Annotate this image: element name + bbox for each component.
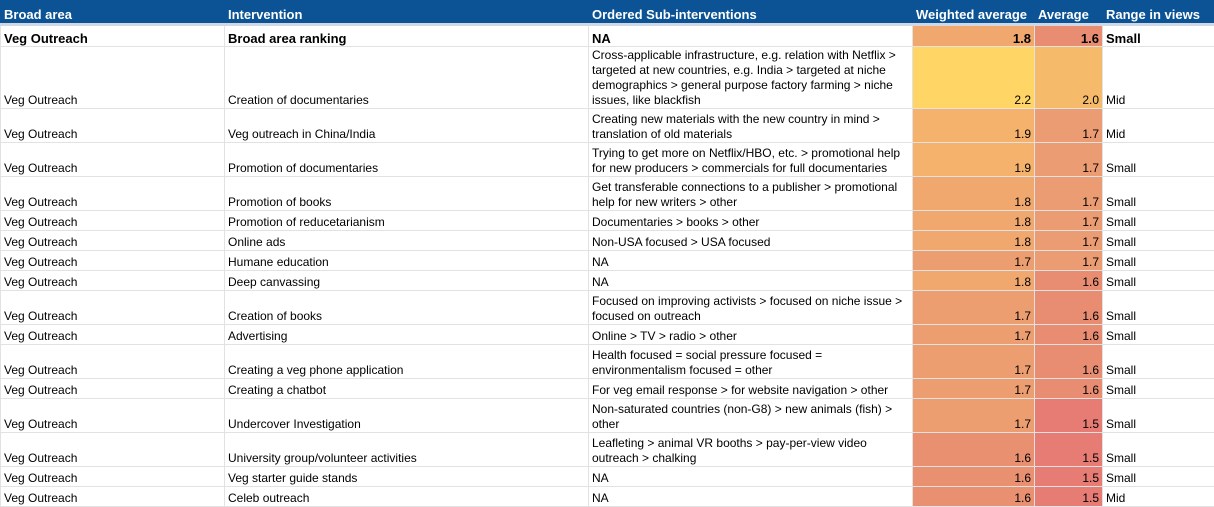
cell-weighted-average[interactable]: 1.6 — [913, 433, 1035, 467]
cell-range[interactable]: Mid — [1103, 109, 1214, 143]
cell-broad-area[interactable]: Veg Outreach — [1, 433, 225, 467]
cell-intervention[interactable]: Promotion of reducetarianism — [225, 211, 589, 231]
table-row — [1, 231, 1214, 251]
table-row — [1, 345, 1214, 379]
cell-intervention[interactable]: Veg starter guide stands — [225, 467, 589, 487]
cell-intervention[interactable]: Creation of documentaries — [225, 47, 589, 109]
cell-intervention[interactable]: Creating a veg phone application — [225, 345, 589, 379]
column-header[interactable]: Weighted average — [913, 1, 1035, 23]
cell-weighted-average[interactable]: 1.7 — [913, 399, 1035, 433]
cell-weighted-average[interactable]: 1.6 — [913, 467, 1035, 487]
cell-intervention[interactable]: Undercover Investigation — [225, 399, 589, 433]
cell-average[interactable]: 1.7 — [1035, 177, 1103, 211]
cell-intervention[interactable]: Advertising — [225, 325, 589, 345]
cell-intervention[interactable]: Celeb outreach — [225, 487, 589, 507]
cell-sub-interventions[interactable]: For veg email response > for website navigation > other — [589, 379, 913, 399]
cell-weighted-average[interactable]: 1.9 — [913, 143, 1035, 177]
cell-range[interactable]: Small — [1103, 26, 1214, 47]
cell-average[interactable]: 1.5 — [1035, 467, 1103, 487]
cell-broad-area[interactable]: Veg Outreach — [1, 399, 225, 433]
cell-average[interactable]: 1.6 — [1035, 291, 1103, 325]
table-row — [1, 325, 1214, 345]
cell-sub-interventions[interactable]: Documentaries > books > other — [589, 211, 913, 231]
table-row — [1, 109, 1214, 143]
cell-average[interactable]: 1.7 — [1035, 109, 1103, 143]
cell-average[interactable]: 1.7 — [1035, 231, 1103, 251]
cell-range[interactable]: Mid — [1103, 487, 1214, 507]
cell-sub-interventions[interactable]: Leafleting > animal VR booths > pay-per-view video outreach > chalking — [589, 433, 913, 467]
cell-broad-area[interactable]: Veg Outreach — [1, 251, 225, 271]
cell-average[interactable]: 1.7 — [1035, 211, 1103, 231]
cell-range[interactable]: Small — [1103, 143, 1214, 177]
cell-weighted-average[interactable]: 1.8 — [913, 271, 1035, 291]
cell-broad-area[interactable]: Veg Outreach — [1, 26, 225, 47]
cell-broad-area[interactable]: Veg Outreach — [1, 143, 225, 177]
cell-sub-interventions[interactable]: NA — [589, 467, 913, 487]
column-header[interactable]: Intervention — [225, 1, 589, 23]
cell-range[interactable]: Small — [1103, 177, 1214, 211]
header-row — [1, 1, 1214, 23]
cell-broad-area[interactable]: Veg Outreach — [1, 109, 225, 143]
cell-sub-interventions[interactable]: Non-USA focused > USA focused — [589, 231, 913, 251]
cell-intervention[interactable]: Promotion of books — [225, 177, 589, 211]
cell-weighted-average[interactable]: 1.7 — [913, 291, 1035, 325]
table-row — [1, 291, 1214, 325]
cell-sub-interventions[interactable]: NA — [589, 251, 913, 271]
cell-broad-area[interactable]: Veg Outreach — [1, 467, 225, 487]
table-row — [1, 47, 1214, 109]
cell-intervention[interactable]: Online ads — [225, 231, 589, 251]
cell-range[interactable]: Small — [1103, 325, 1214, 345]
cell-average[interactable]: 1.6 — [1035, 271, 1103, 291]
cell-intervention[interactable]: Broad area ranking — [225, 26, 589, 47]
cell-weighted-average[interactable]: 1.8 — [913, 177, 1035, 211]
cell-broad-area[interactable]: Veg Outreach — [1, 345, 225, 379]
cell-weighted-average[interactable]: 1.8 — [913, 26, 1035, 47]
cell-sub-interventions[interactable]: Health focused = social pressure focused = environmentalism focused = other — [589, 345, 913, 379]
table-row — [1, 433, 1214, 467]
table-row — [1, 399, 1214, 433]
cell-intervention[interactable]: Promotion of documentaries — [225, 143, 589, 177]
cell-broad-area[interactable]: Veg Outreach — [1, 47, 225, 109]
cell-weighted-average[interactable]: 1.8 — [913, 231, 1035, 251]
cell-sub-interventions[interactable]: Creating new materials with the new country in mind > translation of old materials — [589, 109, 913, 143]
cell-average[interactable]: 2.0 — [1035, 47, 1103, 109]
cell-range[interactable]: Small — [1103, 345, 1214, 379]
cell-range[interactable]: Small — [1103, 231, 1214, 251]
cell-intervention[interactable]: Deep canvassing — [225, 271, 589, 291]
cell-broad-area[interactable]: Veg Outreach — [1, 291, 225, 325]
column-header[interactable]: Broad area — [1, 1, 225, 23]
column-header[interactable]: Range in views — [1103, 1, 1214, 23]
cell-sub-interventions[interactable]: Trying to get more on Netflix/HBO, etc. > promotional help for new producers > commercials for full documentaries — [589, 143, 913, 177]
cell-sub-interventions[interactable]: NA — [589, 487, 913, 507]
cell-weighted-average[interactable]: 1.9 — [913, 109, 1035, 143]
cell-sub-interventions[interactable]: Online > TV > radio > other — [589, 325, 913, 345]
cell-range[interactable]: Small — [1103, 379, 1214, 399]
cell-range[interactable]: Mid — [1103, 47, 1214, 109]
cell-broad-area[interactable]: Veg Outreach — [1, 211, 225, 231]
cell-intervention[interactable]: Creation of books — [225, 291, 589, 325]
cell-average[interactable]: 1.6 — [1035, 26, 1103, 47]
table-row — [1, 143, 1214, 177]
cell-intervention[interactable]: Creating a chatbot — [225, 379, 589, 399]
cell-sub-interventions[interactable]: NA — [589, 26, 913, 47]
table-row — [1, 177, 1214, 211]
cell-broad-area[interactable]: Veg Outreach — [1, 271, 225, 291]
table-row — [1, 251, 1214, 271]
cell-range[interactable]: Small — [1103, 271, 1214, 291]
broad-area-ranking-row — [1, 26, 1214, 47]
cell-sub-interventions[interactable]: Cross-applicable infrastructure, e.g. relation with Netflix > targeted at new countries, e.g. India > targeted at niche demographics > general purpose factory farming > niche issues, like blackfish — [589, 47, 913, 109]
cell-intervention[interactable]: Humane education — [225, 251, 589, 271]
cell-broad-area[interactable]: Veg Outreach — [1, 379, 225, 399]
cell-broad-area[interactable]: Veg Outreach — [1, 325, 225, 345]
cell-broad-area[interactable]: Veg Outreach — [1, 487, 225, 507]
cell-average[interactable]: 1.7 — [1035, 251, 1103, 271]
cell-range[interactable]: Small — [1103, 291, 1214, 325]
cell-weighted-average[interactable]: 1.7 — [913, 379, 1035, 399]
cell-average[interactable]: 1.6 — [1035, 379, 1103, 399]
cell-weighted-average[interactable]: 1.6 — [913, 487, 1035, 507]
cell-sub-interventions[interactable]: Get transferable connections to a publisher > promotional help for new writers > other — [589, 177, 913, 211]
cell-broad-area[interactable]: Veg Outreach — [1, 177, 225, 211]
cell-range[interactable]: Small — [1103, 467, 1214, 487]
cell-weighted-average[interactable]: 1.7 — [913, 345, 1035, 379]
cell-broad-area[interactable]: Veg Outreach — [1, 231, 225, 251]
cell-range[interactable]: Small — [1103, 251, 1214, 271]
cell-range[interactable]: Small — [1103, 211, 1214, 231]
table-row — [1, 379, 1214, 399]
cell-average[interactable]: 1.5 — [1035, 487, 1103, 507]
cell-weighted-average[interactable]: 1.8 — [913, 211, 1035, 231]
cell-weighted-average[interactable]: 1.7 — [913, 251, 1035, 271]
cell-intervention[interactable]: University group/volunteer activities — [225, 433, 589, 467]
table-row — [1, 211, 1214, 231]
cell-sub-interventions[interactable]: NA — [589, 271, 913, 291]
cell-weighted-average[interactable]: 2.2 — [913, 47, 1035, 109]
cell-sub-interventions[interactable]: Focused on improving activists > focused on niche issue > focused on outreach — [589, 291, 913, 325]
cell-average[interactable]: 1.6 — [1035, 345, 1103, 379]
cell-range[interactable]: Small — [1103, 399, 1214, 433]
cell-average[interactable]: 1.5 — [1035, 399, 1103, 433]
column-header[interactable]: Average — [1035, 1, 1103, 23]
cell-range[interactable]: Small — [1103, 433, 1214, 467]
cell-average[interactable]: 1.7 — [1035, 143, 1103, 177]
cell-sub-interventions[interactable]: Non-saturated countries (non-G8) > new animals (fish) > other — [589, 399, 913, 433]
table-row — [1, 271, 1214, 291]
table-row — [1, 467, 1214, 487]
cell-average[interactable]: 1.6 — [1035, 325, 1103, 345]
cell-average[interactable]: 1.5 — [1035, 433, 1103, 467]
cell-intervention[interactable]: Veg outreach in China/India — [225, 109, 589, 143]
column-header[interactable]: Ordered Sub-interventions — [589, 1, 913, 23]
cell-weighted-average[interactable]: 1.7 — [913, 325, 1035, 345]
